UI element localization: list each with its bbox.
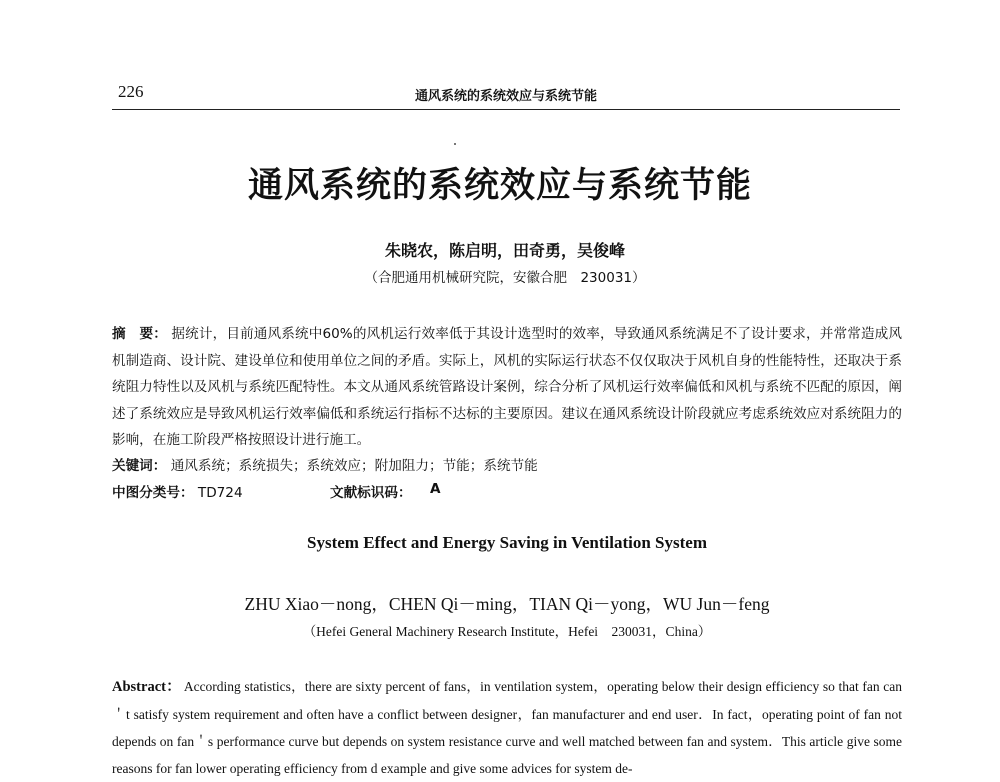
- abstract-en-label: Abstract：: [112, 679, 181, 695]
- authors-en: ZHU Xiao－nong，CHEN Qi－ming，TIAN Qi－yong，WU Jun－feng: [244, 594, 770, 614]
- doc-code-label: 文献标识码：: [330, 485, 412, 501]
- clc-label: 中图分类号：: [112, 485, 194, 501]
- abstract-cn-text: 据统计，目前通风系统中60%的风机运行效率低于其设计选型时的效率，导致通风系统满足不了设计要求，并常常造成风机制造商、设计院、建设单位和使用单位之间的矛盾。实际上，风机的实际运行状态不仅仅取决于风机自身的性能特性，还取决于系统阻力特性以及风机与系统匹配特性。本文从通风系统管路设计案例，综合分析了风机运行效率偏低和风机与系统不匹配的原因，阐述了系统效应是导致风机运行效率偏低和系统运行指标不达标的主要原因。建议在通风系统设计阶段就应考虑系统效应对系统阻力的影响，在施工阶段严格按照设计进行施工。: [112, 326, 902, 448]
- clc-code: TD724: [197, 485, 243, 501]
- paper-title-en: System Effect and Energy Saving in Ventilation System: [307, 533, 707, 552]
- keywords-line: [112, 454, 538, 474]
- affiliation-en: （Hefei General Machinery Research Institute，Hefei 230031，China）: [302, 624, 712, 639]
- abstract-en-text: According statistics，there are sixty percent of fans，in ventilation system，operating below their design efficiency so that fan can＇t satisfy system requirement and often have a conflict between designer，fan manufacturer and end user．In fact，operating point of fan not depends on fan＇s performance curve but depends on system resistance curve and well matched between fan and system．This article give some reasons for fan lower operating efficiency from d example and give some advices for system de-: [112, 679, 902, 776]
- page-number: 226: [118, 82, 144, 101]
- abstract-cn: [112, 321, 902, 454]
- abstract-cn-label: 摘 要：: [112, 326, 167, 342]
- scan-speck: [454, 143, 456, 145]
- doc-code-value: A: [430, 481, 441, 497]
- running-title: 通风系统的系统效应与系统节能: [414, 89, 597, 104]
- affiliation-cn: （合肥通用机械研究院，安徽合肥 230031）: [364, 270, 646, 286]
- paper-title-cn: 通风系统的系统效应与系统节能: [247, 165, 752, 206]
- keywords-label: 关键词：: [112, 458, 167, 474]
- classification-line: [112, 481, 441, 501]
- running-header: [112, 82, 900, 110]
- abstract-en: [112, 673, 902, 782]
- authors-cn: 朱晓农，陈启明，田奇勇，吴俊峰: [384, 241, 625, 260]
- keywords-text: 通风系统；系统损失；系统效应；附加阻力；节能；系统节能: [170, 458, 538, 474]
